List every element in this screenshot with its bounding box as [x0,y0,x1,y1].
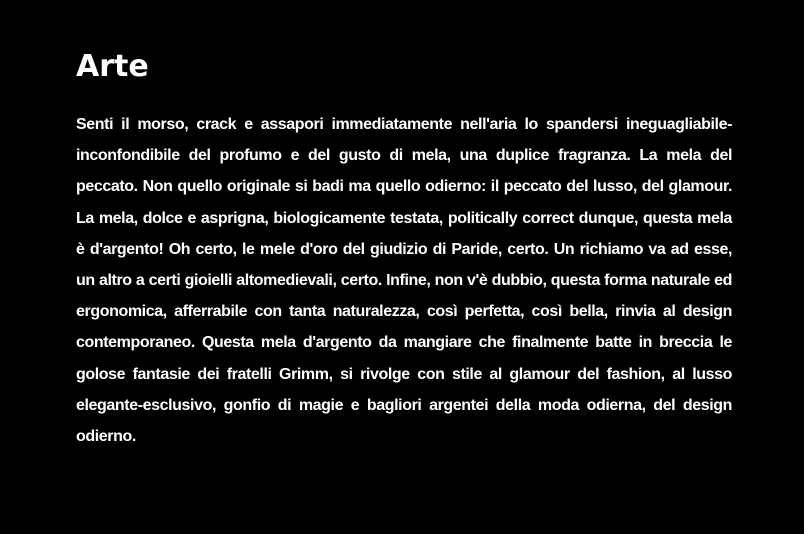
article-paragraph: Senti il morso, crack e assapori immediatamente nell'aria lo spandersi ineguagliabile-inconfondibile del profumo e del gusto di mela, una duplice fragranza. La mela del peccato. Non quello originale si badi ma quello odierno: il peccato del lusso, del glamour. La mela, dolce e asprigna, biologicamente testata, politically correct dunque, questa mela è d'argento! Oh certo, le mele d'oro del giudizio di Paride, certo. Un richiamo va ad esse, un altro a certi gioielli altomedievali, certo. Infine, non v'è dubbio, questa forma naturale ed ergonomica, afferrabile con tanta naturalezza, così perfetta, così bella, rinvia al design contemporaneo. Questa mela d'argento da mangiare che finalmente batte in breccia le golose fantasie dei fratelli Grimm, si rivolge con stile al glamour del fashion, al lusso elegante-esclusivo, gonfio di magie e bagliori argentei della moda odierna, del design odierno. [76,116,732,446]
article-title: Arte [76,49,149,84]
